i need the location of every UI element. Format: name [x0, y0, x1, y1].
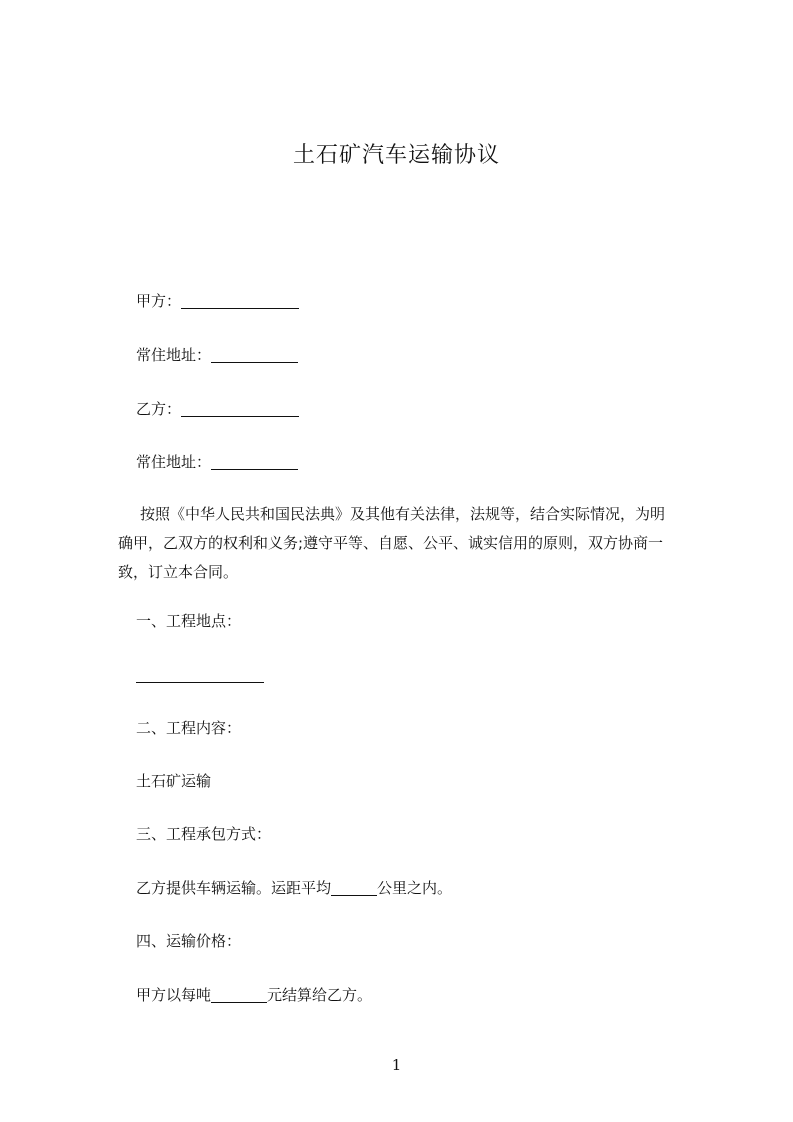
party-a-line	[136, 290, 299, 312]
section4-heading: 四、运输价格：	[136, 932, 242, 950]
party-b-address-label: 常住地址：	[136, 453, 212, 471]
section4-body	[136, 984, 372, 1006]
party-b-blank	[181, 401, 299, 417]
intro-line: 致，订立本合同。	[118, 563, 239, 581]
party-a-address-blank	[211, 347, 298, 363]
party-b-line	[136, 398, 299, 420]
party-b-address-blank	[211, 454, 298, 470]
party-b-label: 乙方：	[136, 400, 182, 418]
party-a-label: 甲方：	[136, 292, 182, 310]
intro-line: 按照《中华人民共和国民法典》及其他有关法律，法规等，结合实际情况，为明	[140, 505, 666, 523]
section2-heading: 二、工程内容：	[136, 719, 242, 737]
section3-body	[136, 877, 452, 899]
section3-heading: 三、工程承包方式：	[136, 825, 272, 843]
section3-body-before: 乙方提供车辆运输。运距平均	[136, 879, 332, 897]
document-title: 土石矿汽车运输协议	[292, 143, 500, 168]
section2-body: 土石矿运输	[136, 772, 212, 790]
section3-body-after: 公里之内。	[377, 879, 453, 897]
location-blank	[136, 667, 264, 683]
section1-heading: 一、工程地点：	[136, 612, 242, 630]
party-a-blank	[181, 293, 299, 309]
party-b-address-line	[136, 451, 298, 473]
distance-blank	[331, 880, 377, 896]
section4-body-before: 甲方以每吨	[136, 986, 212, 1004]
party-a-address-line	[136, 344, 298, 366]
price-blank	[211, 987, 267, 1003]
party-a-address-label: 常住地址：	[136, 346, 212, 364]
intro-line: 确甲，乙双方的权利和义务;遵守平等、自愿、公平、诚实信用的原则，双方协商一	[118, 534, 664, 552]
page-number: 1	[391, 1056, 402, 1074]
section1-location-line	[136, 664, 264, 686]
intro-paragraph	[118, 500, 708, 587]
section4-body-after: 元结算给乙方。	[267, 986, 373, 1004]
